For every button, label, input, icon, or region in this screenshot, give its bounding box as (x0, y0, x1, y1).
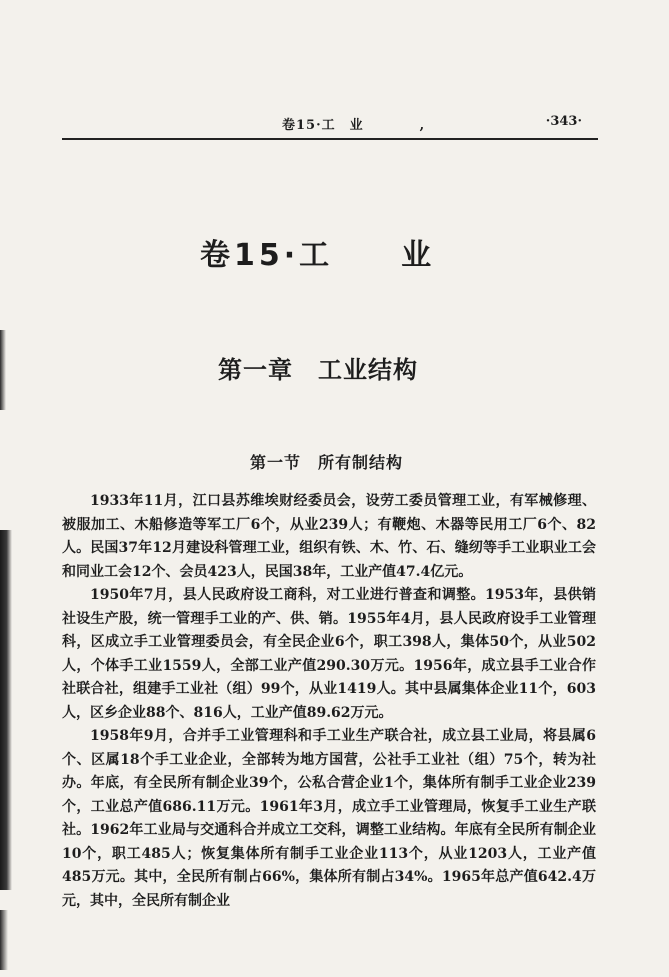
paragraph: 1958年9月，合并手工业管理科和手工业生产联合社，成立县工业局，将县属6个、区属18个手工业企业，全部转为地方国营，公社手工业社（组）75个，转为社办。年底，有全民所有制企业39个，公私合营企业1个，集体所有制手工业企业239个，工业总产值686.11万元。1961年3月，成立手工业管理局，恢复手工业生产联社。1962年工业局与交通科合并成立工交科，调整工业结构。年底有全民所有制企业10个，职工485人；恢复集体所有制手工业企业113个，从业1203人，工业产值485万元。其中，全民所有制占66%，集体所有制占34%。1965年总产值642.4万元，其中，全民所有制企业 (62, 728, 596, 909)
paragraph: 1950年7月，县人民政府设工商科，对工业进行普查和调整。1953年，县供销社设生产股，统一管理手工业的产、供、销。1955年4月，县人民政府设手工业管理科，区成立手工业管理委员会，有全民企业6个，职工398人，集体50个，从业502人，个体手工业1559人，全部工业产值290.30万元。1956年，成立县手工业合作社联合社，组建手工业社（组）99个，从业1419人。其中县属集体企业11个，603人，区乡企业88个、816人，工业产值89.62万元。 (62, 587, 596, 721)
running-title: 卷15·工 业 , (282, 118, 426, 133)
section-title: 第一节 所有制结构 (250, 453, 404, 472)
body-text (62, 490, 596, 913)
paragraph: 1933年11月，江口县苏维埃财经委员会，设劳工委员管理工业，有军械修理、被服加工、木船修造等军工厂6个，从业239人；有鞭炮、木器等民用工厂6个、82人。民国37年12月建设科管理工业，组织有铁、木、竹、石、缝纫等手工业职业工会和同业工会12个、会员423人，民国38年，工业产值47.4亿元。 (62, 493, 596, 580)
running-header (62, 112, 602, 136)
volume-title: 卷15·工 业 (200, 238, 436, 273)
scan-shadow-bottom (0, 910, 8, 970)
page-number: ·343· (545, 114, 582, 129)
scan-shadow-binding (0, 530, 12, 890)
scan-shadow-top (0, 330, 6, 410)
header-rule (62, 138, 598, 140)
chapter-title: 第一章 工业结构 (218, 356, 418, 384)
